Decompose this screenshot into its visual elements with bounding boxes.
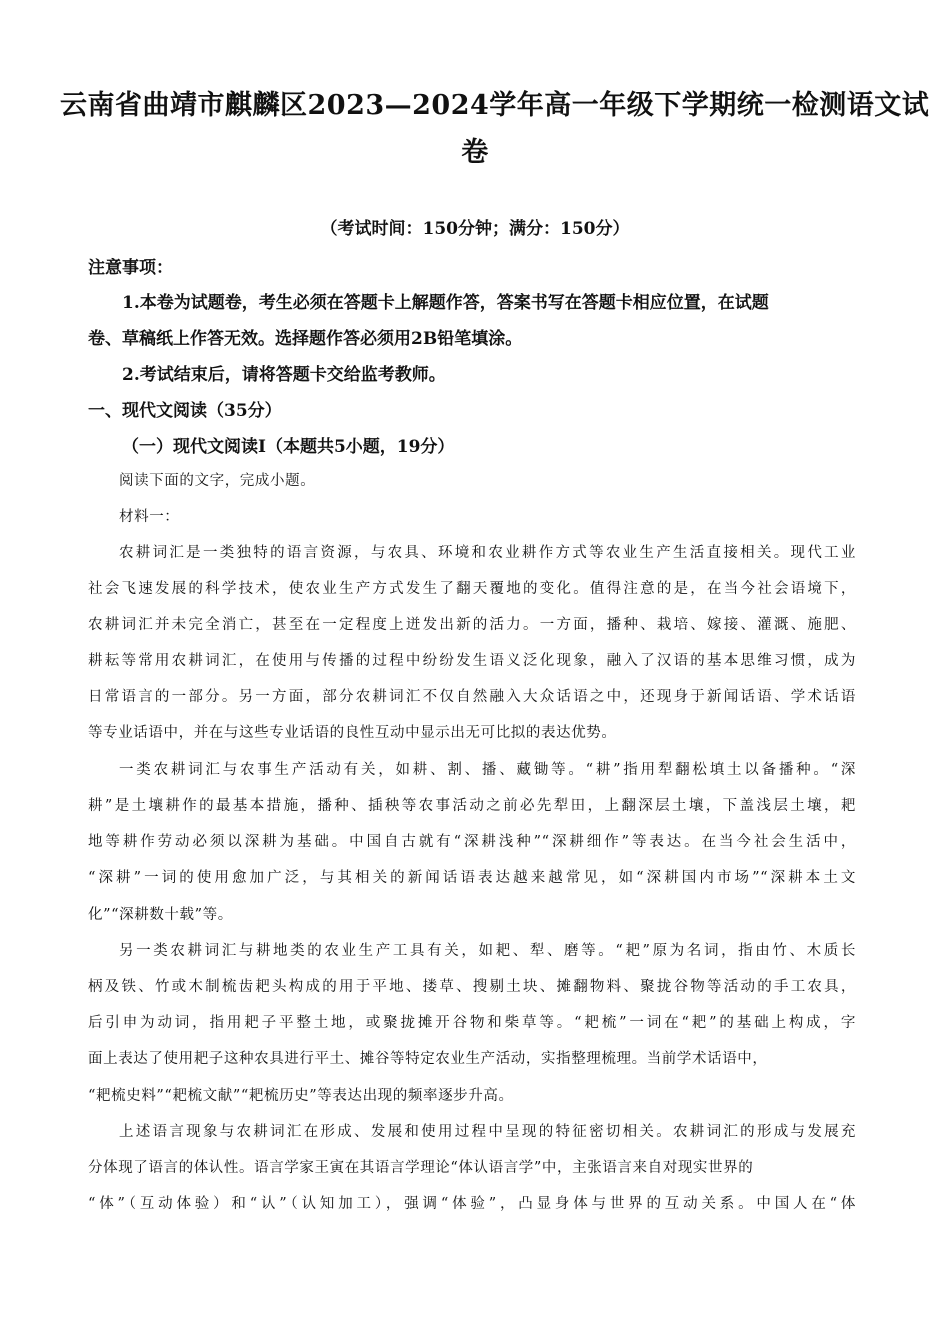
exam-title-line2: 卷 (461, 137, 489, 168)
material-label: 材料一： (119, 509, 180, 525)
notice-item1-line1: 1.本卷为试题卷，考生必须在答题卡上解题作答，答案书写在答题卡相应位置，在试题 (122, 293, 769, 313)
passage-line: 面上表达了使用耙子这种农具进行平土、摊谷等特定农业生产活动，实指整理梳理。当前学术话语中， (88, 1051, 768, 1067)
passage-line: 等专业话语中，并在与这些专业话语的良性互动中显示出无可比拟的表达优势。 (88, 725, 617, 741)
reading-instruction: 阅读下面的文字，完成小题。 (119, 473, 316, 489)
passage-line: 地等耕作劳动必须以深耕为基础。中国自古就有“深耕浅种”“深耕细作”等表达。在当今社会生活中， (88, 834, 856, 850)
passage-line: 日常语言的一部分。另一方面，部分农耕词汇不仅自然融入大众话语之中，还现身于新闻话语、学术话语 (88, 689, 856, 705)
passage-line: 农耕词汇并未完全消亡，甚至在一定程度上迸发出新的活力。一方面，播种、栽培、嫁接、灌溉、施肥、 (88, 617, 856, 633)
passage-line: 上述语言现象与农耕词汇在形成、发展和使用过程中呈现的特征密切相关。农耕词汇的形成与发展充 (119, 1124, 856, 1140)
passage-line: 耕耘等常用农耕词汇，在使用与传播的过程中纷纷发生语义泛化现象，融入了汉语的基本思维习惯，成为 (88, 653, 856, 669)
exam-title-line1: 云南省曲靖市麒麟区2023—2024学年高一年级下学期统一检测语文试 (60, 90, 930, 121)
passage-line: 分体现了语言的体认性。语言学家王寅在其语言学理论“体认语言学”中，主张语言来自对现实世界的 (88, 1160, 754, 1176)
passage-line: “深耕”一词的使用愈加广泛，与其相关的新闻话语表达越来越常见，如“深耕国内市场”“深耕本土文 (88, 870, 856, 886)
exam-subtitle: （考试时间：150分钟；满分：150分） (320, 219, 630, 239)
passage-line: 后引申为动词，指用耙子平整土地，或聚拢摊开谷物和柴草等。“耙梳”一词在“耙”的基础上构成，字 (88, 1015, 856, 1031)
section-subheading: （一）现代文阅读Ⅰ（本题共5小题，19分） (122, 437, 455, 457)
passage-line: 另一类农耕词汇与耕地类的农业生产工具有关，如耙、犁、磨等。“耙”原为名词，指由竹、木质长 (119, 943, 856, 959)
notice-heading: 注意事项： (88, 258, 173, 278)
notice-item1-line2: 卷、草稿纸上作答无效。选择题作答必须用2B铅笔填涂。 (88, 329, 523, 349)
notice-item2: 2.考试结束后，请将答题卡交给监考教师。 (122, 365, 446, 385)
passage-line: 耕”是土壤耕作的最基本措施，播种、插秧等农事活动之前必先犁田，上翻深层土壤，下盖浅层土壤，耙 (88, 798, 856, 814)
passage-line: “体”（互动体验）和“认”（认知加工），强调“体验”，凸显身体与世界的互动关系。中国人在“体 (88, 1196, 856, 1212)
passage-line: 化”“深耕数十载”等。 (88, 907, 233, 923)
passage-line: 社会飞速发展的科学技术，使农业生产方式发生了翻天覆地的变化。值得注意的是，在当今社会语境下， (88, 581, 856, 597)
passage-line: 柄及铁、竹或木制梳齿耙头构成的用于平地、搂草、搜剔土块、摊翻物料、聚拢谷物等活动的手工农具， (88, 979, 856, 995)
passage-line: “耙梳史料”“耙梳文献”“耙梳历史”等表达出现的频率逐步升高。 (88, 1088, 514, 1104)
passage-line: 一类农耕词汇与农事生产活动有关，如耕、割、播、藏锄等。“耕”指用犁翻松填土以备播种。“深 (119, 762, 856, 778)
section-heading: 一、现代文阅读（35分） (88, 401, 282, 421)
passage-line: 农耕词汇是一类独特的语言资源，与农具、环境和农业耕作方式等农业生产生活直接相关。现代工业 (119, 545, 856, 561)
